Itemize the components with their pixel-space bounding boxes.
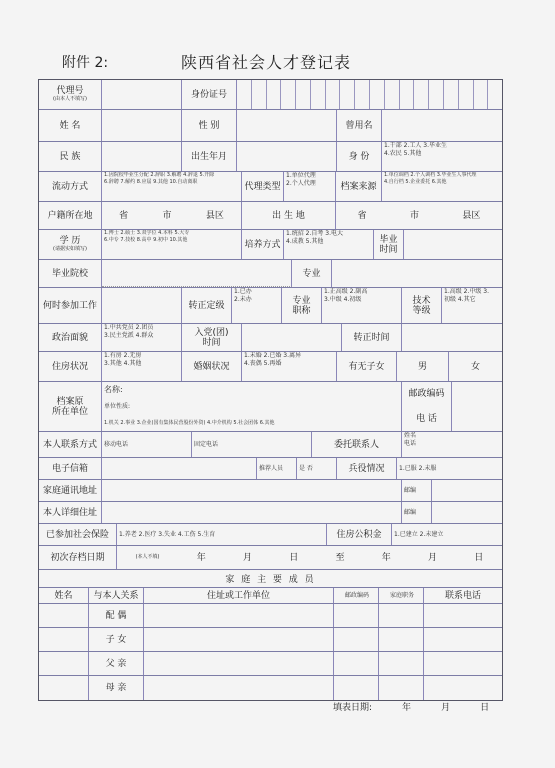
row-email	[39, 458, 502, 480]
initial-month2: 月	[428, 552, 438, 563]
file-opts-2: 4.自行档 5.企业委托 6.其他	[384, 179, 447, 185]
gender-field[interactable]	[237, 110, 337, 141]
prof-options[interactable]	[322, 288, 402, 323]
edu-opts-2: 6.中专 7.技校 8.高中 9.初中 10.其他	[104, 237, 188, 243]
phone-label: 电 话	[416, 413, 437, 424]
initial-day2: 日	[474, 552, 484, 563]
fill-date-month: 月	[441, 703, 451, 713]
school-field[interactable]	[102, 260, 292, 287]
military-options[interactable]: 1.已服 2.未服	[399, 464, 437, 472]
hukou-city: 市	[162, 210, 172, 221]
row-work	[39, 288, 502, 324]
code-label: 代理号	[56, 86, 84, 96]
trustee-label: 委托联系人	[312, 432, 402, 457]
row-school	[39, 260, 502, 288]
fam-col-position: 家庭职务	[379, 588, 424, 603]
marital-options[interactable]	[242, 352, 337, 381]
row-political	[39, 324, 502, 352]
row-hukou	[39, 202, 502, 230]
form-title: 陕西省社会人才登记表	[181, 53, 352, 72]
birthplace-city: 市	[409, 210, 419, 221]
unit-name-label: 名称:	[104, 385, 123, 395]
grad-time-label-2: 时间	[379, 244, 398, 255]
study-label: 培养方式	[242, 230, 284, 259]
grad-time-label-1: 毕业	[379, 234, 398, 245]
row-name	[39, 110, 502, 142]
military-label: 兵役情况	[337, 458, 397, 479]
fill-date-label: 填表日期:	[333, 703, 373, 713]
children-label: 有无子女	[337, 352, 397, 381]
relation-child: 子 女	[89, 628, 144, 651]
housing-label: 住房状况	[39, 352, 102, 381]
name-field[interactable]	[102, 110, 182, 141]
housing-options[interactable]	[102, 352, 182, 381]
tech-label-2: 等级	[412, 305, 431, 316]
fund-label: 住房公积金	[327, 524, 392, 545]
tech-options[interactable]	[442, 288, 502, 323]
pol-opts-1: 1.中共党员 2.团员	[104, 324, 154, 331]
regular-time-label: 转正时间	[342, 324, 402, 351]
row-housing	[39, 352, 502, 382]
initial-year: 年	[196, 552, 206, 563]
regular-opts-1: 1.已办	[234, 288, 252, 295]
home-postcode-label: 邮编	[402, 480, 432, 501]
file-loc-label-1: 档案原	[56, 396, 84, 407]
prof-opts-2: 3.中级 4.初级	[324, 296, 362, 303]
row-insurance	[39, 524, 502, 546]
unit-info[interactable]	[102, 382, 402, 431]
status-label: 身 份	[337, 142, 382, 171]
fam-col-phone: 联系电话	[444, 590, 481, 601]
unit-nature-options: 1.机关 2.事业 3.企业(国有集体民营股份外资) 4.中介机构 5.社会团体 6.其他	[104, 419, 275, 426]
fam-col-post: 邮政编码	[334, 588, 379, 603]
former-name-label: 曾用名	[337, 110, 382, 141]
gender-label: 性 别	[182, 110, 237, 141]
mar-opts-1: 1.未婚 2.已婚 3.离异	[244, 352, 301, 359]
home-addr-field[interactable]	[102, 480, 402, 501]
agent-type-label: 代理类型	[242, 172, 284, 201]
family-row[interactable]	[39, 676, 502, 700]
prof-opts-1: 1.正高级 2.副高	[324, 288, 368, 295]
mobile-label[interactable]: 移动电话	[102, 432, 192, 457]
hukou-county: 县区	[205, 210, 224, 221]
email-field[interactable]	[102, 458, 257, 479]
name-label: 姓 名	[39, 110, 102, 141]
regular-time-field[interactable]	[402, 324, 502, 351]
initial-month: 月	[243, 552, 253, 563]
status-options[interactable]	[382, 142, 502, 171]
attachment-label: 附件 2:	[62, 55, 109, 71]
mar-opts-2: 4.丧偶 5.再婚	[244, 360, 282, 367]
row-code	[39, 80, 502, 110]
fill-date-day: 日	[480, 703, 490, 713]
referrer-yes-no[interactable]: 是 否	[297, 458, 337, 479]
birth-label: 出生年月	[182, 142, 237, 171]
relation-father: 父 亲	[89, 652, 144, 675]
join-label	[182, 324, 242, 351]
regular-label: 转正定级	[182, 288, 232, 323]
postcode-phone-fields[interactable]	[452, 382, 502, 431]
row-initial-date	[39, 546, 502, 570]
insurance-options[interactable]: 1.养老 2.医疗 3.失业 4.工伤 5.生育	[117, 524, 327, 545]
row-ethnicity	[39, 142, 502, 172]
unit-nature-label: 单位性质:	[104, 402, 131, 410]
major-field[interactable]	[332, 260, 502, 287]
family-row[interactable]	[39, 628, 502, 652]
fund-options[interactable]: 1.已建立 2.未建立	[394, 530, 444, 538]
birthplace-field[interactable]	[336, 202, 502, 229]
id-number-field[interactable]	[237, 80, 502, 109]
relation-spouse: 配 偶	[89, 604, 144, 627]
regular-options[interactable]	[232, 288, 282, 323]
prof-label-1: 专业	[292, 295, 311, 306]
family-row[interactable]	[39, 652, 502, 676]
former-name-field[interactable]	[382, 110, 502, 141]
study-options[interactable]	[284, 230, 374, 259]
tech-label-1: 技术	[412, 295, 431, 306]
house-opts-2: 3.其他 4.其他	[104, 360, 142, 367]
initial-note: (本人不填)	[135, 554, 160, 560]
edu-opts-1: 1.博士 2.硕士 3.双学位 4.本科 5.大专	[104, 230, 190, 236]
grad-time-label	[374, 230, 404, 259]
tech-opts-2: 初级 4.其它	[444, 296, 476, 303]
status-opts-1: 1.干部 2.工人 3.毕业生	[384, 142, 447, 149]
file-source-options[interactable]	[382, 172, 502, 201]
row-education	[39, 230, 502, 260]
postcode-phone-labels	[402, 382, 452, 431]
relation-mother: 母 亲	[89, 676, 144, 700]
political-label: 政治面貌	[39, 324, 102, 351]
file-opts-1: 1.单位调档 2.个人调档 3.毕业生人事代理	[384, 172, 477, 178]
agent-opts-1: 1.单位代理	[286, 172, 316, 179]
file-loc-label-2: 所在单位	[51, 406, 88, 417]
hukou-prov: 省	[119, 210, 129, 221]
tech-level-label	[402, 288, 442, 323]
initial-day: 日	[289, 552, 299, 563]
study-opts-1: 1.统招 2.自考 3.电大	[286, 230, 343, 237]
addr-postcode-field[interactable]	[432, 502, 502, 523]
join-label-2: 时间	[202, 337, 221, 348]
contact-label: 本人联系方式	[39, 432, 102, 457]
trustee-name-label: 姓名	[404, 432, 417, 439]
prof-title-label	[282, 288, 322, 323]
row-home-addr	[39, 480, 502, 502]
join-field[interactable]	[242, 324, 342, 351]
addr-label: 本人详细住址	[39, 502, 102, 523]
fam-col-unit: 住址或工作单位	[144, 588, 334, 603]
edu-label: 学 历	[59, 236, 81, 246]
initial-date-label: 初次存档日期	[39, 546, 117, 569]
email-label: 电子信箱	[39, 458, 102, 479]
row-contact	[39, 432, 502, 458]
birth-field[interactable]	[237, 142, 337, 171]
insurance-label: 已参加社会保险	[39, 524, 117, 545]
status-opts-2: 4.农民 5.其他	[384, 150, 422, 157]
flow-options[interactable]	[102, 172, 242, 201]
row-file-unit	[39, 382, 502, 432]
landline-label[interactable]: 固定电话	[192, 432, 312, 457]
regular-opts-2: 2.未办	[234, 296, 252, 303]
house-opts-1: 1.有房 2.无房	[104, 352, 142, 359]
trustee-phone-label: 电话	[404, 440, 417, 447]
row-flow	[39, 172, 502, 202]
home-addr-label: 家庭通讯地址	[39, 480, 102, 501]
marital-label: 婚姻状况	[182, 352, 242, 381]
home-postcode-field[interactable]	[432, 480, 502, 501]
initial-to: 至	[335, 552, 345, 563]
ethnicity-field[interactable]	[102, 142, 182, 171]
join-label-1: 入党(团)	[194, 327, 229, 338]
file-loc-label	[39, 382, 102, 431]
code-field[interactable]	[102, 80, 182, 109]
initial-year2: 年	[381, 552, 391, 563]
flow-opts-1: 1.因院校毕业生分配 2.辞职 3.解聘 4.辞退 5.开除	[104, 172, 215, 178]
grad-time-field[interactable]	[404, 230, 502, 259]
row-addr	[39, 502, 502, 524]
tech-opts-1: 1.高级 2.中级 3.	[444, 288, 489, 295]
family-title: 家 庭 主 要 成 员	[39, 570, 502, 588]
political-options[interactable]	[102, 324, 182, 351]
prof-label-2: 职称	[292, 305, 311, 316]
referrer-label: 推荐人员	[257, 458, 297, 479]
fam-col-relation: 与本人关系	[89, 588, 144, 603]
birthplace-label: 出 生 地	[242, 202, 336, 229]
work-start-field[interactable]	[102, 288, 182, 323]
fill-date	[333, 700, 489, 713]
addr-postcode-label: 邮编	[402, 502, 432, 523]
code-note: (由本人不填写)	[53, 96, 87, 102]
flow-opts-2: 6.辞聘 7.解约 8.应届 9.其他 10.自动离职	[104, 179, 198, 185]
birthplace-county: 县区	[462, 210, 481, 221]
trustee-fields[interactable]	[402, 432, 502, 457]
ethnicity-label: 民 族	[39, 142, 102, 171]
family-row[interactable]	[39, 604, 502, 628]
agent-options[interactable]	[284, 172, 336, 201]
major-label: 专业	[292, 260, 332, 287]
work-start-label: 何时参加工作	[39, 288, 102, 323]
postcode-label: 邮政编码	[408, 389, 445, 400]
edu-note: (请据实如填写)	[53, 246, 87, 252]
addr-field[interactable]	[102, 502, 402, 523]
initial-date-field[interactable]	[117, 546, 502, 569]
hukou-label: 户籍所在地	[39, 202, 102, 229]
study-opts-2: 4.成教 5.其他	[286, 238, 324, 245]
edu-options[interactable]	[102, 230, 242, 259]
birthplace-prov: 省	[357, 210, 367, 221]
agent-opts-2: 2.个人代理	[286, 180, 316, 187]
form-table	[38, 79, 503, 701]
male-option[interactable]: 男	[397, 352, 449, 381]
file-source-label: 档案来源	[336, 172, 382, 201]
flow-label: 流动方式	[39, 172, 102, 201]
family-header-row	[39, 588, 502, 604]
school-label: 毕业院校	[39, 260, 102, 287]
fam-col-name: 姓名	[39, 588, 89, 603]
id-label: 身份证号	[182, 80, 237, 109]
female-option[interactable]: 女	[470, 361, 480, 372]
hukou-field[interactable]	[102, 202, 242, 229]
fill-date-year: 年	[402, 703, 412, 713]
pol-opts-2: 3.民主党派 4.群众	[104, 332, 154, 339]
